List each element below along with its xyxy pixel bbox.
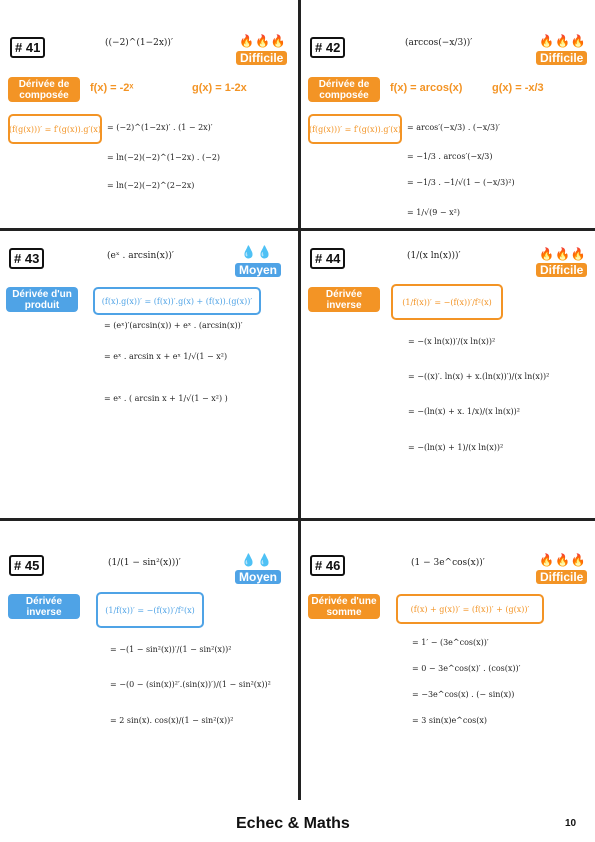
- horizontal-divider-2: [0, 518, 595, 521]
- derivation-step: = (−2)^(1−2x)′ . (1 − 2x)′: [107, 123, 213, 132]
- rule-formula-box: (f(x) + g(x))′ = (f(x))′ + (g(x))′: [396, 594, 544, 624]
- derivation-step: = −((x)′. ln(x) + x.(ln(x))′)/(x ln(x))²: [408, 372, 550, 381]
- derivation-step: = 0 − 3e^cos(x)′ . (cos(x))′: [412, 664, 521, 673]
- droplet-icon: 💧💧: [241, 245, 273, 259]
- derivation-step: = 2 sin(x). cos(x)/(1 − sin²(x))²: [110, 716, 234, 725]
- derivation-step: = −(x ln(x))′/(x ln(x))²: [408, 337, 496, 346]
- derivation-step: = −(ln(x) + x. 1/x)/(x ln(x))²: [408, 407, 521, 416]
- derivation-step: = eˣ . ( arcsin x + 1/√(1 − x²) ): [104, 394, 228, 403]
- exercise-expression: (1 − 3e^cos(x))′: [411, 558, 485, 568]
- rule-formula-box: (1/f(x))′ = −(f(x))′/f²(x): [391, 284, 503, 320]
- rule-tag: Dérivée inverse: [8, 594, 80, 619]
- rule-formula-box: (f(g(x)))′ = f′(g(x)).g′(x): [308, 114, 402, 144]
- function-g: g(x) = 1-2x: [192, 82, 247, 94]
- derivation-step: = ln(−2)(−2)^(2−2x): [107, 181, 195, 190]
- difficulty-badge: Moyen: [235, 263, 281, 277]
- exercise-number: # 46: [310, 555, 345, 576]
- rule-formula-box: (1/f(x))′ = −(f(x))′/f²(x): [96, 592, 204, 628]
- difficulty-badge: Difficile: [536, 51, 587, 65]
- rule-tag: Dérivée inverse: [308, 287, 380, 312]
- exercise-number: # 44: [310, 248, 345, 269]
- exercise-expression: (1/(1 − sin²(x)))′: [108, 558, 181, 568]
- fire-icon: 🔥🔥🔥: [539, 34, 587, 48]
- function-f: f(x) = -2ˣ: [90, 82, 134, 94]
- function-f: f(x) = arcos(x): [390, 82, 463, 94]
- derivation-step: = (eˣ)′(arcsin(x)) + eˣ . (arcsin(x))′: [104, 321, 243, 330]
- fire-icon: 🔥🔥🔥: [539, 247, 587, 261]
- derivation-step: = ln(−2)(−2)^(1−2x) . (−2): [107, 153, 221, 162]
- derivation-step: = −1/3 . arcos′(−x/3): [407, 152, 493, 161]
- derivation-step: = 1/√(9 − x²): [407, 208, 460, 217]
- page-number: 10: [565, 818, 577, 829]
- fire-icon: 🔥🔥🔥: [239, 34, 287, 48]
- derivation-step: = −(0 − (sin(x))²′.(sin(x))′)/(1 − sin²(x))²: [110, 680, 271, 689]
- rule-tag: Dérivée de composée: [308, 77, 380, 102]
- exercise-expression: (eˣ . arcsin(x))′: [107, 251, 174, 261]
- derivation-step: = −3e^cos(x) . (− sin(x)): [412, 690, 515, 699]
- footer-title: Echec & Maths: [236, 815, 350, 832]
- difficulty-badge: Difficile: [536, 570, 587, 584]
- fire-icon: 🔥🔥🔥: [539, 553, 587, 567]
- rule-tag: Dérivée d'un produit: [6, 287, 78, 312]
- derivation-step: = 1′ − (3e^cos(x))′: [412, 638, 489, 647]
- derivation-step: = arcos′(−x/3) . (−x/3)′: [407, 123, 500, 132]
- rule-formula-box: (f(x).g(x))′ = (f(x))′.g(x) + (f(x)).(g(x))′: [93, 287, 261, 315]
- rule-formula-box: (f(g(x)))′ = f′(g(x)).g′(x): [8, 114, 102, 144]
- vertical-divider: [298, 0, 301, 800]
- exercise-number: # 45: [9, 555, 44, 576]
- derivation-step: = −(ln(x) + 1)/(x ln(x))²: [408, 443, 504, 452]
- derivation-step: = −(1 − sin²(x))′/(1 − sin²(x))²: [110, 645, 232, 654]
- rule-tag: Dérivée d'une somme: [308, 594, 380, 619]
- droplet-icon: 💧💧: [241, 553, 273, 567]
- exercise-number: # 41: [10, 37, 45, 58]
- difficulty-badge: Difficile: [536, 263, 587, 277]
- function-g: g(x) = -x/3: [492, 82, 544, 94]
- exercise-expression: (arccos(−x/3))′: [405, 38, 473, 48]
- derivation-step: = 3 sin(x)e^cos(x): [412, 716, 488, 725]
- derivation-step: = −1/3 . −1/√(1 − (−x/3)²): [407, 178, 515, 187]
- derivation-step: = eˣ . arcsin x + eˣ 1/√(1 − x²): [104, 352, 228, 361]
- horizontal-divider-1: [0, 228, 595, 231]
- difficulty-badge: Difficile: [236, 51, 287, 65]
- exercise-number: # 43: [9, 248, 44, 269]
- exercise-expression: (1/(x ln(x)))′: [407, 251, 461, 261]
- difficulty-badge: Moyen: [235, 570, 281, 584]
- exercise-expression: ((−2)^(1−2x))′: [105, 38, 173, 48]
- exercise-number: # 42: [310, 37, 345, 58]
- rule-tag: Dérivée de composée: [8, 77, 80, 102]
